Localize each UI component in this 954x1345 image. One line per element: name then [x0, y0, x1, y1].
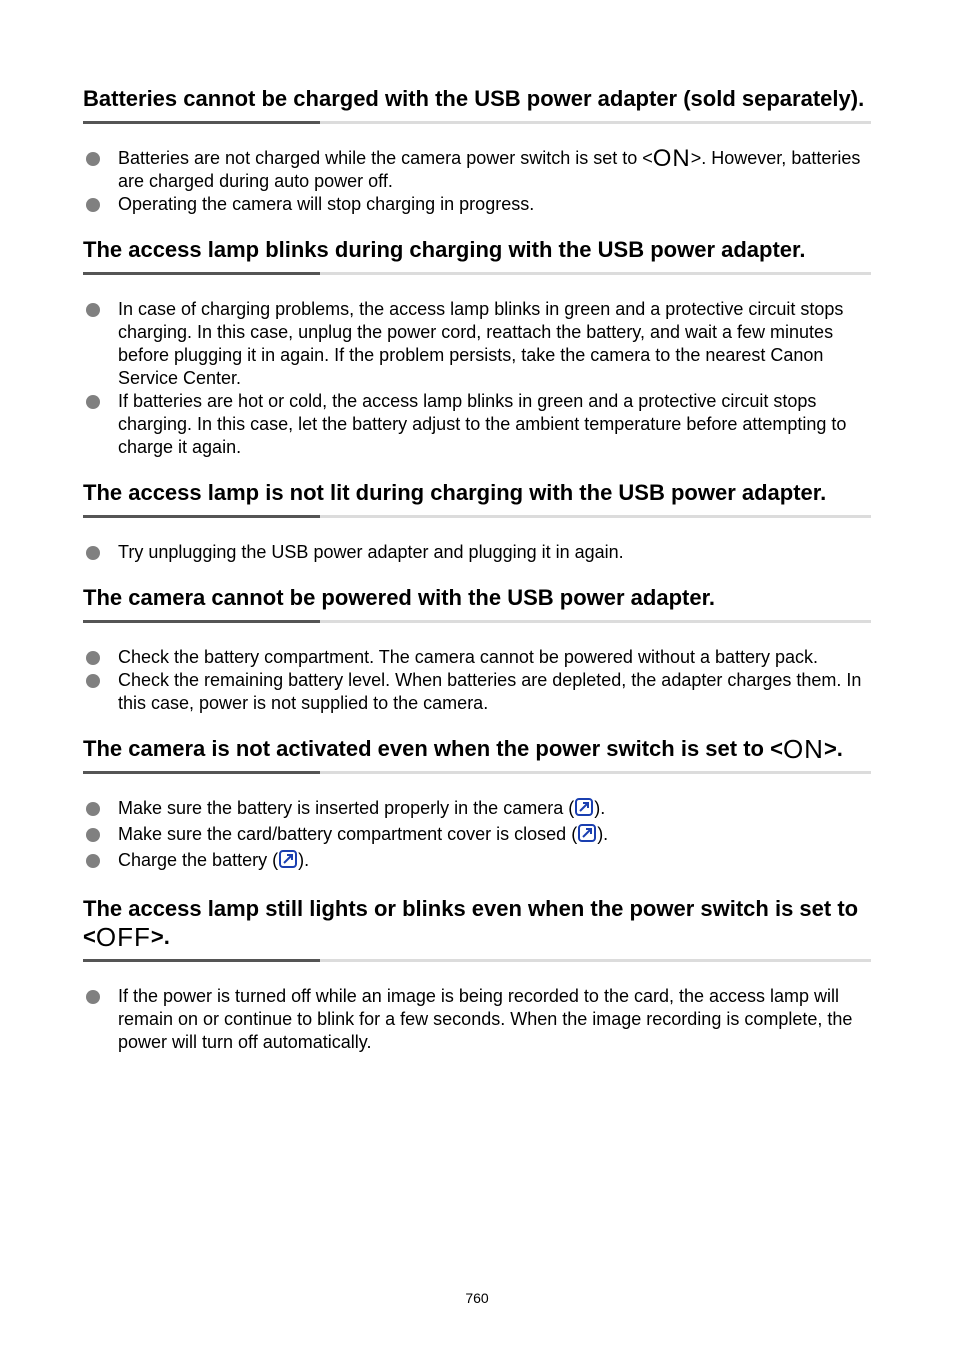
bullet-list — [83, 646, 871, 715]
bullet-list — [83, 298, 871, 459]
power-switch-off-symbol: OFF — [95, 922, 151, 952]
heading-rule — [83, 771, 871, 774]
power-switch-on-symbol: ON — [782, 734, 824, 764]
list-item: Try unplugging the USB power adapter and plugging it in again. — [83, 541, 871, 564]
page-number: 760 — [465, 1290, 489, 1306]
bullet-list — [83, 147, 871, 216]
cross-reference-link-icon[interactable] — [574, 797, 594, 823]
bullet-list — [83, 985, 871, 1054]
list-item: Check the battery compartment. The camera cannot be powered without a battery pack. — [83, 646, 871, 669]
heading-rule — [83, 959, 871, 962]
list-item: If batteries are hot or cold, the access lamp blinks in green and a protective circuit stops charging. In this case, let the battery adjust to the ambient temperature before attempting to charge it again. — [83, 390, 871, 459]
list-item: Charge the battery ( ). — [83, 849, 871, 875]
bullet-list — [83, 797, 871, 875]
list-item: In case of charging problems, the access lamp blinks in green and a protective circuit stops charging. In this case, unplug the power cord, reattach the battery, and wait a few minutes before plugging it in again. If the problem persists, take the camera to the nearest Canon Service Center. — [83, 298, 871, 390]
section-heading: The camera is not activated even when the power switch is set to <ON>. — [83, 734, 843, 764]
list-item: Make sure the card/battery compartment cover is closed ( ). — [83, 823, 871, 849]
section-lamp-not-lit — [83, 479, 871, 564]
list-item: Check the remaining battery level. When batteries are depleted, the adapter charges them. In this case, power is not supplied to the camera. — [83, 669, 871, 715]
section-heading: The access lamp still lights or blinks even when the power switch is set to <OFF>. — [83, 896, 859, 952]
list-item: Make sure the battery is inserted properly in the camera ( ). — [83, 797, 871, 823]
section-lamp-after-off — [83, 895, 871, 1054]
section-not-activated — [83, 735, 871, 875]
list-item: Batteries are not charged while the camera power switch is set to <ON>. However, batteries are charged during auto power off. — [83, 147, 871, 193]
section-usb-charging — [83, 85, 871, 216]
bullet-list — [83, 541, 871, 564]
section-heading: The access lamp blinks during charging with the USB power adapter. — [83, 237, 806, 262]
heading-rule — [83, 272, 871, 275]
heading-rule — [83, 515, 871, 518]
section-heading: The access lamp is not lit during charging with the USB power adapter. — [83, 480, 827, 505]
cross-reference-link-icon[interactable] — [577, 823, 597, 849]
section-heading: Batteries cannot be charged with the USB power adapter (sold separately). — [83, 86, 865, 111]
section-cannot-be-powered — [83, 584, 871, 715]
heading-rule — [83, 620, 871, 623]
cross-reference-link-icon[interactable] — [278, 849, 298, 875]
page-content — [83, 85, 871, 1074]
power-switch-on-symbol: ON — [652, 145, 691, 172]
heading-rule — [83, 121, 871, 124]
list-item: If the power is turned off while an image is being recorded to the card, the access lamp will remain on or continue to blink for a few seconds. When the image recording is complete, the power will turn off automatically. — [83, 985, 871, 1054]
section-heading: The camera cannot be powered with the USB power adapter. — [83, 585, 716, 610]
section-lamp-blinks — [83, 236, 871, 459]
list-item: Operating the camera will stop charging in progress. — [83, 193, 871, 216]
